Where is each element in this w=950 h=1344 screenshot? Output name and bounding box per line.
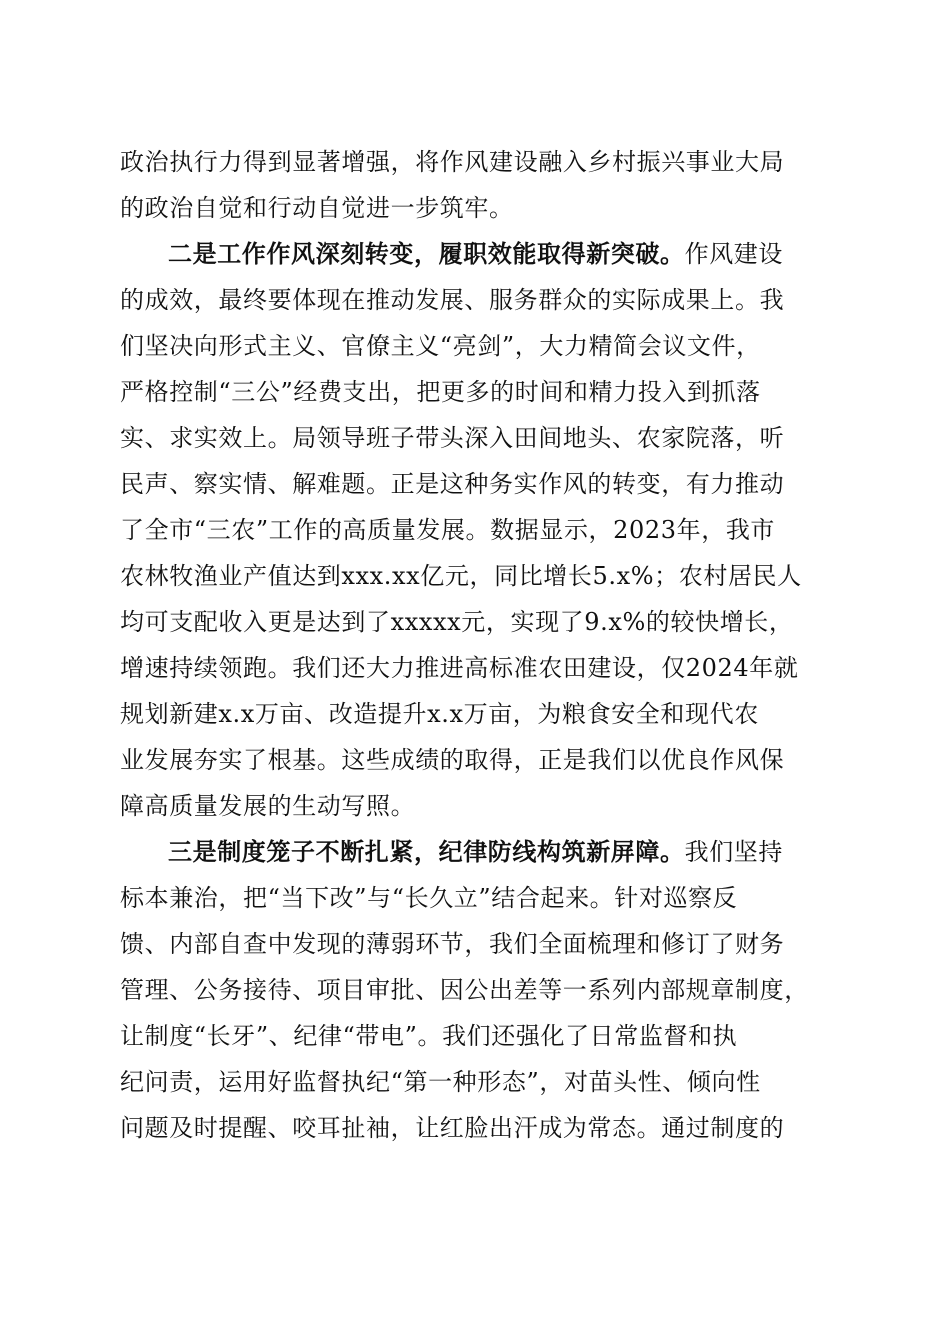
paragraph-3-line-7: 问题及时提醒、咬耳扯袖，让红脸出汗成为常态。通过制度的 xyxy=(120,1114,785,1142)
paragraph-2-lead-sentence: 二是工作作风深刻转变，履职效能取得新突破。 xyxy=(168,239,685,268)
paragraph-2-line-12: 业发展夯实了根基。这些成绩的取得，正是我们以优良作风保 xyxy=(120,746,785,774)
paragraph-3-line-1-rest: 我们坚持 xyxy=(684,838,784,866)
paragraph-2-line-8: 农林牧渔业产值达到xxx.xx亿元，同比增长5.x%；农村居民人 xyxy=(120,562,802,590)
paragraph-2-line-6: 民声、察实情、解难题。正是这种务实作风的转变，有力推动 xyxy=(120,470,785,498)
paragraph-1-line-2: 的政治自觉和行动自觉进一步筑牢。 xyxy=(120,194,514,222)
paragraph-3-lead-sentence: 三是制度笼子不断扎紧，纪律防线构筑新屏障。 xyxy=(168,837,685,866)
paragraph-2-line-11: 规划新建x.x万亩、改造提升x.x万亩，为粮食安全和现代农 xyxy=(120,700,759,728)
paragraph-2-line-4: 严格控制“三公”经费支出，把更多的时间和精力投入到抓落 xyxy=(120,378,761,406)
paragraph-3-line-4: 管理、公务接待、项目审批、因公出差等一系列内部规章制度， xyxy=(120,976,809,1004)
paragraph-3-line-2: 标本兼治，把“当下改”与“长久立”结合起来。针对巡察反 xyxy=(120,884,738,912)
paragraph-3-line-3: 馈、内部自查中发现的薄弱环节，我们全面梳理和修订了财务 xyxy=(120,930,785,958)
paragraph-2-line-9: 均可支配收入更是达到了xxxxx元，实现了9.x%的较快增长， xyxy=(120,608,794,636)
paragraph-1-line-1: 政治执行力得到显著增强，将作风建设融入乡村振兴事业大局 xyxy=(120,148,785,176)
paragraph-2-line-10: 增速持续领跑。我们还大力推进高标准农田建设，仅2024年就 xyxy=(120,654,799,682)
paragraph-2-line-13: 障高质量发展的生动写照。 xyxy=(120,792,416,820)
paragraph-3-line-1 xyxy=(168,837,783,867)
paragraph-3-line-6: 纪问责，运用好监督执纪“第一种形态”，对苗头性、倾向性 xyxy=(120,1068,761,1096)
paragraph-2-line-1-rest: 作风建设 xyxy=(684,240,784,268)
paragraph-3-line-5: 让制度“长牙”、纪律“带电”。我们还强化了日常监督和执 xyxy=(120,1022,738,1050)
paragraph-2-line-5: 实、求实效上。局领导班子带头深入田间地头、农家院落，听 xyxy=(120,424,785,452)
paragraph-2-line-3: 们坚决向形式主义、官僚主义“亮剑”，大力精简会议文件， xyxy=(120,332,761,360)
paragraph-2-line-2: 的成效，最终要体现在推动发展、服务群众的实际成果上。我 xyxy=(120,286,785,314)
paragraph-2-line-7: 了全市“三农”工作的高质量发展。数据显示，2023年，我市 xyxy=(120,516,776,544)
paragraph-2-line-1 xyxy=(168,239,783,269)
